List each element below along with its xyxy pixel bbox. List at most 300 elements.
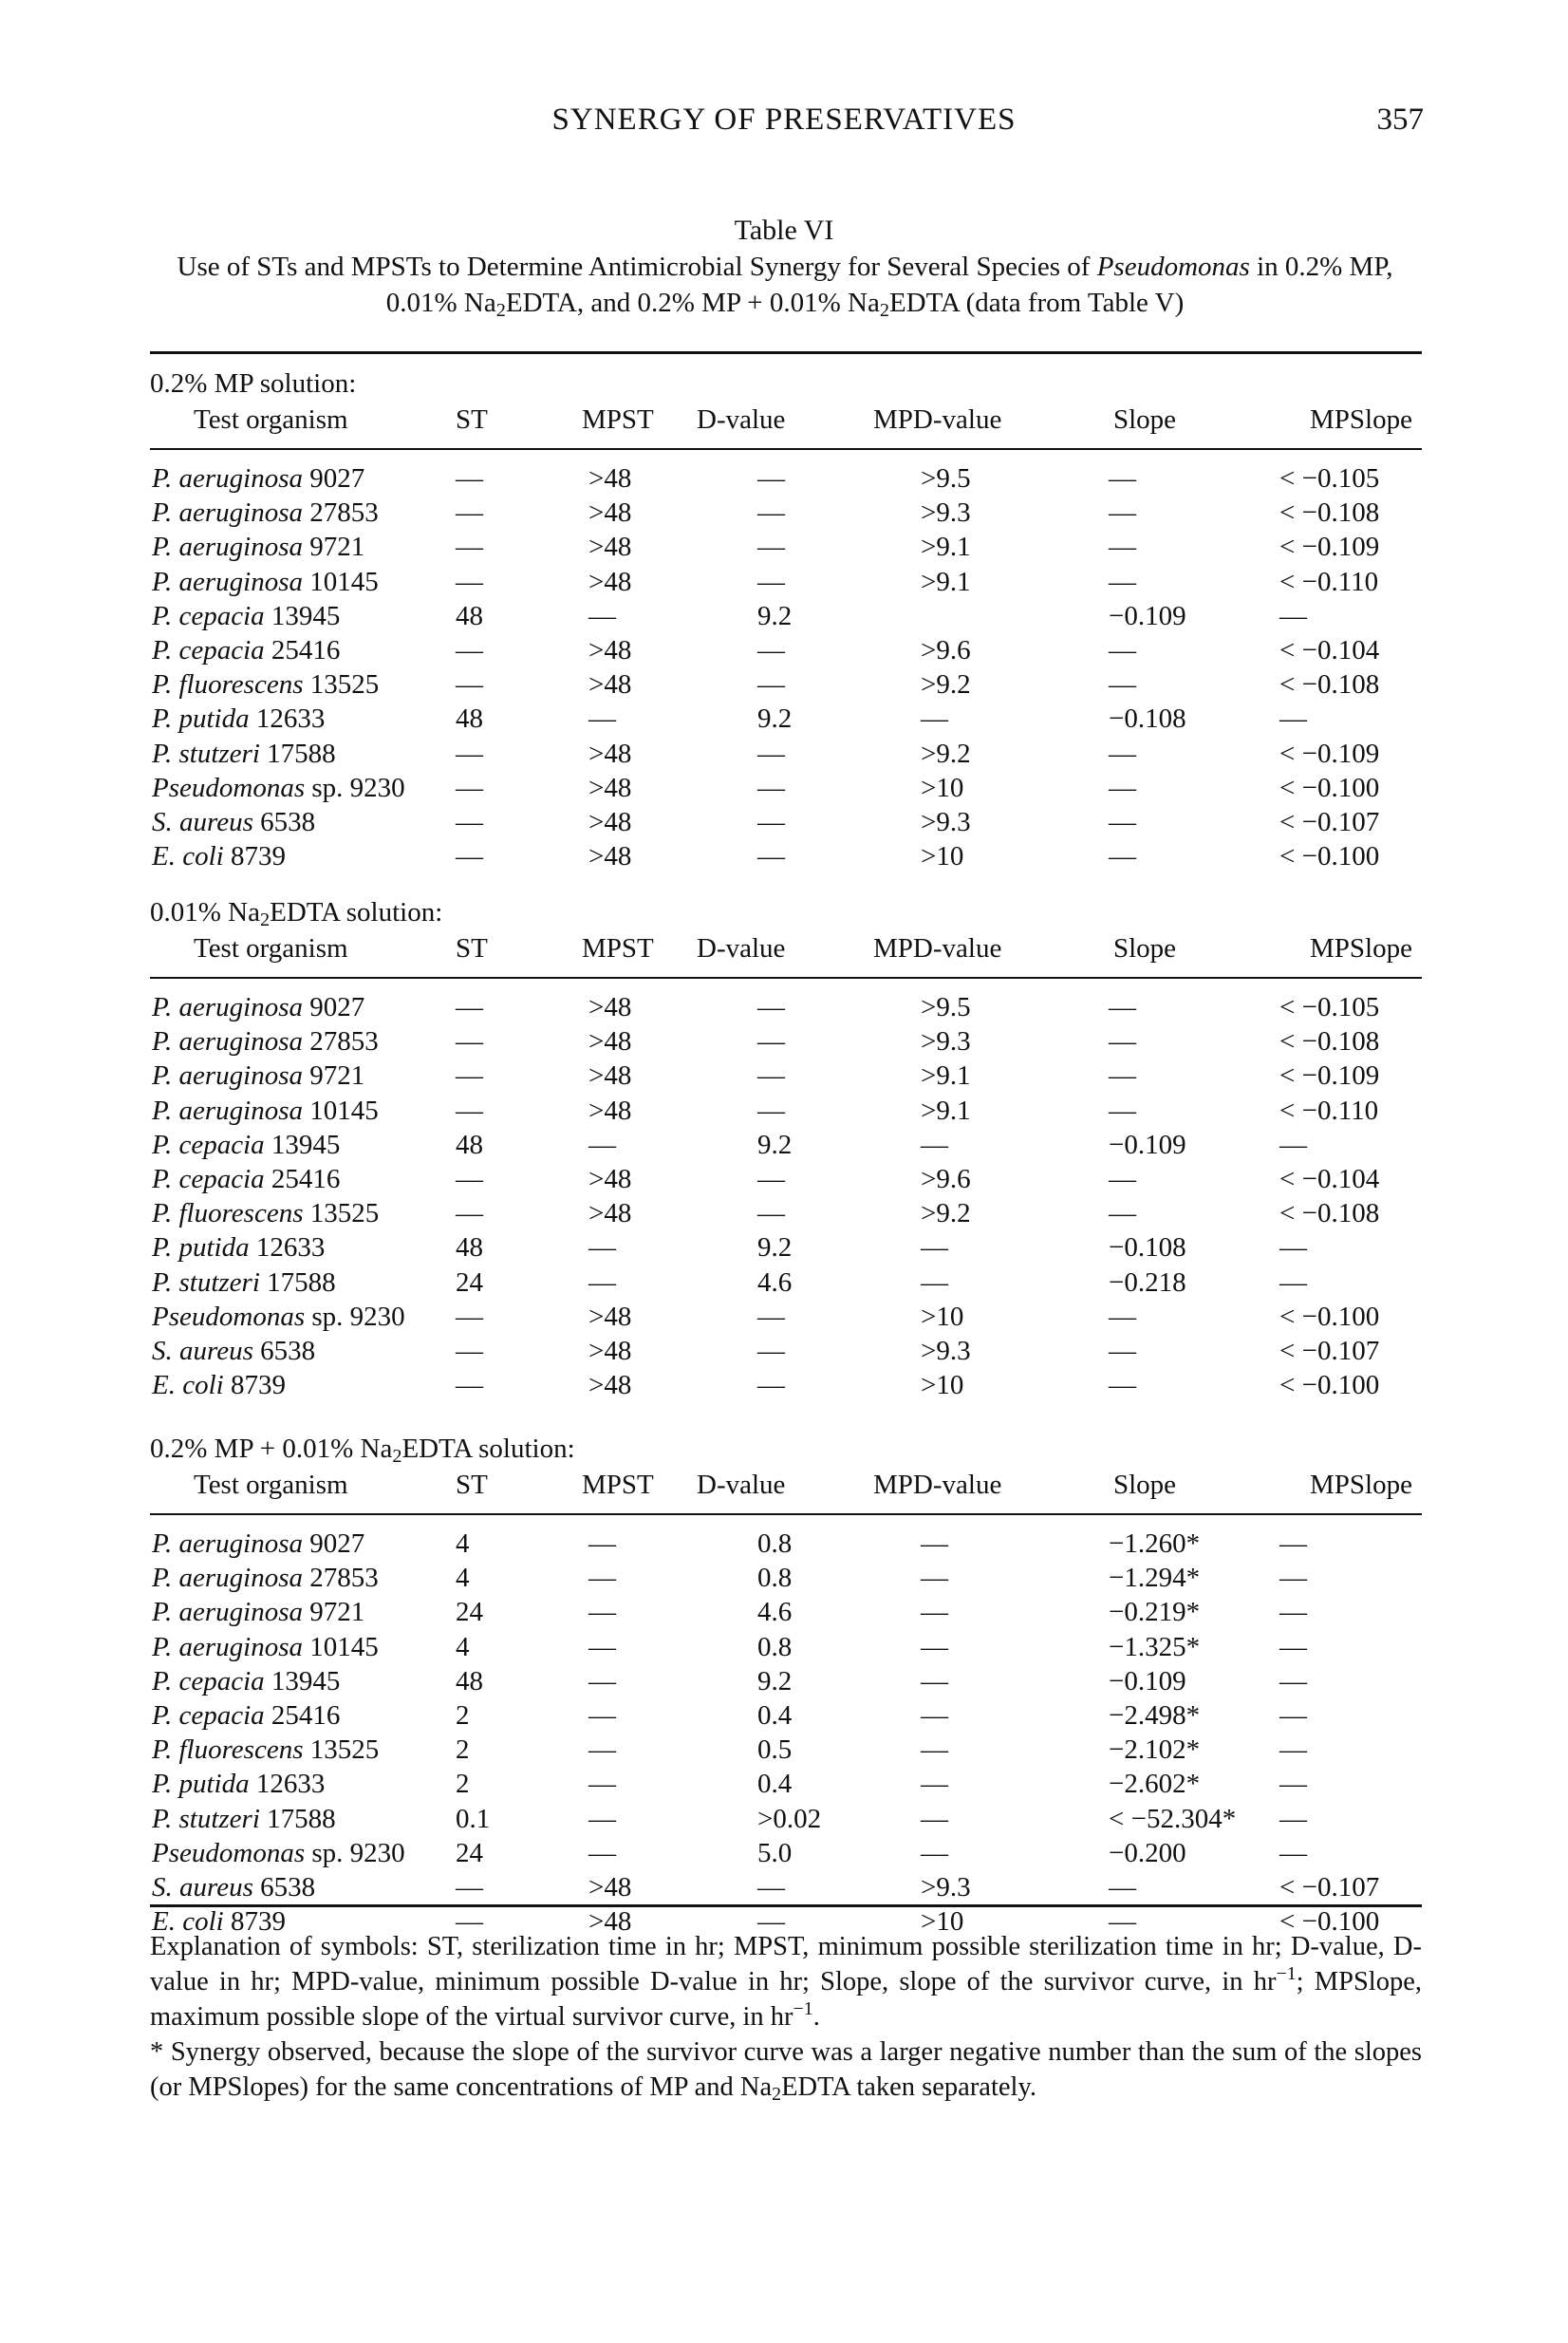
cell-mpd-value: >9.3	[921, 497, 971, 529]
table-row	[150, 1734, 1422, 1769]
table-row	[150, 1563, 1422, 1597]
cell-organism: P. cepacia 25416	[152, 1699, 341, 1731]
cell-mpst: —	[588, 1129, 616, 1160]
cell-slope: −0.108	[1109, 1232, 1186, 1264]
cell-mpst: —	[588, 1528, 616, 1559]
cell-mpd-value: >9.1	[921, 1095, 971, 1126]
cell-mpslope: < −0.110	[1279, 1095, 1379, 1126]
cell-organism: P. stutzeri 17588	[152, 1803, 336, 1834]
cell-mpst: >48	[588, 992, 632, 1022]
cell-st: 4	[456, 1631, 470, 1662]
cell-d-value: —	[757, 772, 785, 803]
cell-st: —	[456, 1026, 483, 1058]
cell-mpst: >48	[588, 1906, 632, 1938]
cell-st: 24	[456, 1597, 483, 1628]
cell-slope: —	[1109, 1871, 1136, 1903]
cell-organism: P. putida 12633	[152, 703, 326, 735]
cell-slope: —	[1109, 738, 1136, 769]
table-row	[150, 1528, 1422, 1563]
cell-organism: P. aeruginosa 9027	[152, 1528, 365, 1559]
cell-mpslope: < −0.109	[1279, 1060, 1380, 1092]
cell-mpst: >48	[588, 669, 632, 701]
cell-slope: —	[1109, 1095, 1136, 1126]
cell-d-value: —	[757, 1871, 785, 1903]
table-rows	[150, 1528, 1422, 1940]
header-rule	[150, 1513, 1422, 1515]
cell-mpst: >48	[588, 463, 632, 494]
cell-mpd-value: >9.1	[921, 532, 971, 563]
cell-mpslope: —	[1279, 703, 1307, 735]
cell-st: 24	[456, 1837, 483, 1868]
cell-d-value: 9.2	[757, 1232, 793, 1264]
cell-mpd-value: >9.1	[921, 566, 971, 597]
table-row	[150, 1130, 1422, 1164]
cell-mpst: >48	[588, 566, 632, 597]
cell-mpst: >48	[588, 1163, 632, 1194]
cell-slope: −1.260*	[1109, 1528, 1201, 1559]
cell-st: 48	[456, 1665, 483, 1696]
cell-slope: —	[1109, 1026, 1136, 1058]
cell-d-value: —	[757, 1198, 785, 1229]
cell-st: —	[456, 1906, 483, 1938]
cell-organism: P. cepacia 13945	[152, 1129, 341, 1160]
cell-mpd-value: —	[921, 1734, 948, 1766]
cell-st: 48	[456, 600, 483, 631]
cell-st: —	[456, 841, 483, 872]
cell-mpslope: < −0.108	[1279, 497, 1380, 529]
cell-mpd-value: >10	[921, 1301, 964, 1332]
cell-mpslope: < −0.105	[1279, 992, 1380, 1022]
cell-mpst: —	[588, 1803, 616, 1834]
cell-d-value: 0.4	[757, 1769, 793, 1800]
cell-mpst: —	[588, 1734, 616, 1766]
cell-st: —	[456, 738, 483, 769]
table-caption: Use of STs and MPSTs to Determine Antimicrobial Synergy for Several Species of Pseudomonas in 0.2% MP, 0.01% $Na_2EDTA$, and 0.2% MP + 0.01% $Na_2EDTA$ (data from Table V)	[177, 252, 1393, 322]
cell-d-value: —	[757, 463, 785, 494]
table-row	[150, 1060, 1422, 1095]
cell-mpslope: —	[1279, 1129, 1307, 1160]
cell-slope: —	[1109, 1301, 1136, 1332]
table-row	[150, 1164, 1422, 1198]
cell-slope: —	[1109, 566, 1136, 597]
cell-organism: P. fluorescens 13525	[152, 669, 380, 701]
column-header-row	[150, 1470, 1422, 1506]
cell-st: —	[456, 634, 483, 665]
cell-mpst: —	[588, 1699, 616, 1731]
cell-mpslope: < −0.100	[1279, 1906, 1380, 1938]
cell-st: 48	[456, 1129, 483, 1160]
column-header-st: ST	[456, 933, 488, 964]
column-header-organism: Test organism	[194, 933, 348, 964]
cell-mpst: —	[588, 1631, 616, 1662]
cell-slope: −0.219*	[1109, 1597, 1201, 1628]
cell-mpst: >48	[588, 1871, 632, 1903]
cell-d-value: —	[757, 497, 785, 529]
cell-organism: P. putida 12633	[152, 1232, 326, 1264]
column-header-slope: Slope	[1113, 1470, 1177, 1500]
cell-organism: P. aeruginosa 9721	[152, 532, 365, 563]
cell-st: —	[456, 1871, 483, 1903]
cell-mpslope: —	[1279, 1699, 1307, 1731]
cell-organism: P. aeruginosa 9721	[152, 1597, 365, 1628]
cell-slope: −0.109	[1109, 1665, 1186, 1696]
cell-mpst: —	[588, 1597, 616, 1628]
cell-mpst: >48	[588, 1370, 632, 1401]
column-header-mpd-value: MPD-value	[873, 933, 1002, 964]
column-header-mpst: MPST	[582, 933, 654, 964]
cell-mpst: —	[588, 703, 616, 735]
cell-mpst: >48	[588, 1301, 632, 1332]
cell-d-value: —	[757, 738, 785, 769]
column-header-mpst: MPST	[582, 1470, 654, 1500]
cell-mpslope: < −0.107	[1279, 806, 1380, 837]
cell-organism: S. aureus 6538	[152, 806, 316, 837]
cell-st: 2	[456, 1699, 470, 1731]
cell-st: —	[456, 1095, 483, 1126]
cell-organism: P. cepacia 25416	[152, 634, 341, 665]
cell-mpslope: —	[1279, 1803, 1307, 1834]
table-row	[150, 1370, 1422, 1404]
table-row	[150, 1666, 1422, 1700]
table-row	[150, 1232, 1422, 1266]
cell-organism: P. aeruginosa 27853	[152, 1026, 379, 1058]
cell-mpd-value: —	[921, 1803, 948, 1834]
cell-organism: E. coli 8739	[152, 1906, 286, 1938]
cell-mpslope: < −0.108	[1279, 1026, 1380, 1058]
cell-slope: −1.294*	[1109, 1563, 1201, 1594]
cell-d-value: 9.2	[757, 1129, 793, 1160]
footnote-explanation: Explanation of symbols: ST, sterilization time in hr; MPST, minimum possible sterilization time in hr; D-value, D-value in hr; MPD-value, minimum possible D-value in hr; Slope, slope of the survivor curve, in $hr^{-1}$; MPSlope, maximum possible slope of the virtual survivor curve, in $hr^{-1}$.	[150, 1932, 1423, 2032]
cell-organism: P. aeruginosa 9027	[152, 992, 365, 1022]
column-header-mpslope: MPSlope	[1310, 1470, 1412, 1500]
cell-st: —	[456, 992, 483, 1022]
cell-mpst: —	[588, 1266, 616, 1298]
cell-d-value: 0.8	[757, 1563, 793, 1594]
cell-slope: —	[1109, 1370, 1136, 1401]
cell-mpslope: —	[1279, 1563, 1307, 1594]
cell-d-value: —	[757, 532, 785, 563]
cell-slope: < −52.304*	[1109, 1803, 1237, 1834]
cell-slope: −2.602*	[1109, 1769, 1201, 1800]
cell-mpd-value: >10	[921, 772, 964, 803]
cell-mpd-value: —	[921, 1769, 948, 1800]
cell-mpd-value: —	[921, 1837, 948, 1868]
cell-mpslope: < −0.109	[1279, 532, 1380, 563]
cell-mpst: >48	[588, 1095, 632, 1126]
cell-mpslope: < −0.108	[1279, 669, 1380, 701]
cell-mpd-value: >9.5	[921, 992, 971, 1022]
cell-mpslope: < −0.100	[1279, 1370, 1380, 1401]
table-row	[150, 1769, 1422, 1803]
cell-mpd-value: >9.3	[921, 1871, 971, 1903]
cell-slope: −0.218	[1109, 1266, 1186, 1298]
cell-st: 2	[456, 1769, 470, 1800]
cell-organism: Pseudomonas sp. 9230	[152, 772, 405, 803]
cell-mpst: >48	[588, 1026, 632, 1058]
cell-mpslope: < −0.110	[1279, 566, 1379, 597]
cell-slope: −0.200	[1109, 1837, 1186, 1868]
cell-organism: Pseudomonas sp. 9230	[152, 1301, 405, 1332]
cell-slope: −2.102*	[1109, 1734, 1201, 1766]
cell-organism: P. aeruginosa 10145	[152, 566, 379, 597]
cell-mpd-value: >9.3	[921, 806, 971, 837]
table-row	[150, 1336, 1422, 1370]
cell-st: —	[456, 1198, 483, 1229]
cell-d-value: 0.8	[757, 1631, 793, 1662]
column-header-slope: Slope	[1113, 404, 1177, 435]
header-rule	[150, 977, 1422, 979]
cell-d-value: —	[757, 806, 785, 837]
cell-mpd-value: —	[921, 703, 948, 735]
cell-organism: P. cepacia 25416	[152, 1163, 341, 1194]
column-header-row	[150, 933, 1422, 969]
cell-mpd-value: >9.2	[921, 669, 971, 701]
table-row	[150, 635, 1422, 669]
cell-d-value: —	[757, 1906, 785, 1938]
cell-d-value: 4.6	[757, 1266, 793, 1298]
cell-d-value: —	[757, 1335, 785, 1366]
cell-organism: P. aeruginosa 27853	[152, 1563, 379, 1594]
cell-mpst: —	[588, 1769, 616, 1800]
table-row	[150, 992, 1422, 1026]
cell-d-value: —	[757, 841, 785, 872]
table-top-rule	[150, 351, 1422, 354]
cell-st: —	[456, 497, 483, 529]
table-row	[150, 497, 1422, 532]
cell-mpd-value: >9.3	[921, 1335, 971, 1366]
cell-slope: —	[1109, 841, 1136, 872]
cell-slope: −0.109	[1109, 600, 1186, 631]
cell-mpd-value: >9.5	[921, 463, 971, 494]
cell-st: 48	[456, 703, 483, 735]
column-header-st: ST	[456, 404, 488, 435]
cell-mpslope: —	[1279, 1232, 1307, 1264]
cell-mpst: >48	[588, 841, 632, 872]
table-row	[150, 841, 1422, 875]
section-label: 0.01% $Na_2EDTA$ solution:	[150, 897, 443, 931]
column-header-row	[150, 404, 1422, 440]
cell-d-value: >0.02	[757, 1803, 822, 1834]
table-row	[150, 1872, 1422, 1906]
cell-st: —	[456, 532, 483, 563]
cell-d-value: 5.0	[757, 1837, 793, 1868]
cell-mpslope: < −0.104	[1279, 634, 1380, 665]
cell-st: —	[456, 1060, 483, 1092]
cell-organism: P. aeruginosa 9027	[152, 463, 365, 494]
cell-organism: S. aureus 6538	[152, 1335, 316, 1366]
column-header-mpst: MPST	[582, 404, 654, 435]
cell-mpslope: —	[1279, 1597, 1307, 1628]
cell-mpslope: < −0.100	[1279, 772, 1380, 803]
cell-st: —	[456, 669, 483, 701]
cell-organism: S. aureus 6538	[152, 1871, 316, 1903]
cell-st: 4	[456, 1563, 470, 1594]
table-row	[150, 1804, 1422, 1838]
cell-mpslope: —	[1279, 1837, 1307, 1868]
cell-mpst: —	[588, 1563, 616, 1594]
cell-st: —	[456, 1335, 483, 1366]
cell-d-value: 0.5	[757, 1734, 793, 1766]
table-row	[150, 739, 1422, 773]
table-bottom-rule	[150, 1904, 1422, 1907]
cell-st: 0.1	[456, 1803, 491, 1834]
running-head	[0, 103, 1568, 144]
cell-d-value: —	[757, 1370, 785, 1401]
cell-mpslope: —	[1279, 1266, 1307, 1298]
cell-mpd-value: >10	[921, 841, 964, 872]
cell-slope: —	[1109, 497, 1136, 529]
cell-mpst: —	[588, 1232, 616, 1264]
cell-mpslope: < −0.107	[1279, 1871, 1380, 1903]
cell-organism: P. stutzeri 17588	[152, 1266, 336, 1298]
section-label: 0.2% MP + 0.01% $Na_2EDTA$ solution:	[150, 1434, 575, 1468]
cell-slope: —	[1109, 1060, 1136, 1092]
cell-organism: E. coli 8739	[152, 1370, 286, 1401]
cell-mpslope: —	[1279, 600, 1307, 631]
column-header-organism: Test organism	[194, 1470, 348, 1500]
table-row	[150, 1198, 1422, 1232]
column-header-st: ST	[456, 1470, 488, 1500]
cell-mpst: >48	[588, 1198, 632, 1229]
cell-mpd-value: —	[921, 1266, 948, 1298]
cell-slope: −0.109	[1109, 1129, 1186, 1160]
cell-organism: P. stutzeri 17588	[152, 738, 336, 769]
cell-mpst: >48	[588, 532, 632, 563]
table-row	[150, 1838, 1422, 1872]
column-header-mpd-value: MPD-value	[873, 1470, 1002, 1500]
cell-st: 2	[456, 1734, 470, 1766]
cell-mpst: >48	[588, 1335, 632, 1366]
table-row	[150, 1302, 1422, 1336]
cell-mpd-value: >10	[921, 1370, 964, 1401]
cell-slope: −2.498*	[1109, 1699, 1201, 1731]
cell-organism: P. aeruginosa 27853	[152, 497, 379, 529]
cell-mpslope: < −0.109	[1279, 738, 1380, 769]
table-row	[150, 773, 1422, 807]
cell-st: —	[456, 806, 483, 837]
table-row	[150, 601, 1422, 635]
cell-mpst: >48	[588, 806, 632, 837]
cell-organism: P. cepacia 13945	[152, 1665, 341, 1696]
cell-mpslope: —	[1279, 1734, 1307, 1766]
cell-d-value: 9.2	[757, 600, 793, 631]
cell-mpd-value: —	[921, 1631, 948, 1662]
cell-slope: —	[1109, 772, 1136, 803]
cell-mpd-value: >9.6	[921, 634, 971, 665]
cell-d-value: —	[757, 1095, 785, 1126]
cell-mpd-value: >9.1	[921, 1060, 971, 1092]
cell-slope: —	[1109, 463, 1136, 494]
cell-mpslope: —	[1279, 1769, 1307, 1800]
cell-slope: —	[1109, 634, 1136, 665]
cell-mpd-value: —	[921, 1699, 948, 1731]
cell-mpst: —	[588, 600, 616, 631]
cell-organism: P. aeruginosa 9721	[152, 1060, 365, 1092]
cell-slope: −0.108	[1109, 703, 1186, 735]
cell-slope: —	[1109, 1906, 1136, 1938]
cell-st: 48	[456, 1232, 483, 1264]
cell-d-value: —	[757, 1060, 785, 1092]
cell-mpslope: —	[1279, 1528, 1307, 1559]
cell-st: —	[456, 1370, 483, 1401]
table-row	[150, 703, 1422, 738]
cell-st: —	[456, 772, 483, 803]
cell-slope: —	[1109, 1335, 1136, 1366]
table-title: Table VI	[734, 215, 834, 246]
cell-slope: —	[1109, 532, 1136, 563]
table-row	[150, 1026, 1422, 1060]
page-number: 357	[1376, 103, 1424, 137]
table-rows	[150, 463, 1422, 875]
column-header-d-value: D-value	[697, 1470, 786, 1500]
table-rows	[150, 992, 1422, 1404]
cell-mpslope: —	[1279, 1631, 1307, 1662]
cell-d-value: —	[757, 1026, 785, 1058]
table-row	[150, 807, 1422, 841]
table-row	[150, 1632, 1422, 1666]
cell-mpd-value: —	[921, 1597, 948, 1628]
cell-mpslope: < −0.104	[1279, 1163, 1380, 1194]
cell-st: 4	[456, 1528, 470, 1559]
cell-mpst: >48	[588, 634, 632, 665]
cell-slope: —	[1109, 806, 1136, 837]
cell-mpslope: < −0.108	[1279, 1198, 1380, 1229]
column-header-mpslope: MPSlope	[1310, 933, 1412, 964]
column-header-slope: Slope	[1113, 933, 1177, 964]
cell-d-value: 0.8	[757, 1528, 793, 1559]
cell-mpslope: —	[1279, 1665, 1307, 1696]
footnote-synergy: * Synergy observed, because the slope of the survivor curve was a larger negative number than the sum of the slopes (or MPSlopes) for the same concentrations of MP and $Na_2EDTA$ taken separately.	[150, 2037, 1422, 2105]
cell-st: 24	[456, 1266, 483, 1298]
cell-organism: P. aeruginosa 10145	[152, 1095, 379, 1126]
cell-slope: −1.325*	[1109, 1631, 1201, 1662]
cell-mpd-value: >9.2	[921, 738, 971, 769]
cell-d-value: —	[757, 1163, 785, 1194]
column-header-d-value: D-value	[697, 933, 786, 964]
header-rule	[150, 448, 1422, 450]
cell-mpslope: < −0.100	[1279, 1301, 1380, 1332]
cell-st: —	[456, 1163, 483, 1194]
cell-organism: P. fluorescens 13525	[152, 1198, 380, 1229]
table-row	[150, 1096, 1422, 1130]
running-title: SYNERGY OF PRESERVATIVES	[551, 103, 1017, 137]
cell-mpd-value: >10	[921, 1906, 964, 1938]
table-row	[150, 1700, 1422, 1734]
table-row	[150, 463, 1422, 497]
cell-mpslope: < −0.105	[1279, 463, 1380, 494]
cell-d-value: —	[757, 634, 785, 665]
cell-organism: P. putida 12633	[152, 1769, 326, 1800]
cell-mpd-value: —	[921, 1129, 948, 1160]
cell-mpd-value: —	[921, 1232, 948, 1264]
cell-mpst: >48	[588, 772, 632, 803]
column-header-organism: Test organism	[194, 404, 348, 435]
cell-organism: P. aeruginosa 10145	[152, 1631, 379, 1662]
cell-mpst: —	[588, 1837, 616, 1868]
cell-mpd-value: —	[921, 1563, 948, 1594]
cell-d-value: 4.6	[757, 1597, 793, 1628]
cell-organism: E. coli 8739	[152, 841, 286, 872]
cell-mpd-value: >9.2	[921, 1198, 971, 1229]
section-label: 0.2% MP solution:	[150, 368, 357, 399]
cell-mpd-value: —	[921, 1528, 948, 1559]
cell-d-value: —	[757, 669, 785, 701]
cell-mpslope: < −0.107	[1279, 1335, 1380, 1366]
cell-mpd-value: >9.6	[921, 1163, 971, 1194]
cell-mpd-value: —	[921, 1665, 948, 1696]
cell-organism: Pseudomonas sp. 9230	[152, 1837, 405, 1868]
cell-mpd-value: >9.3	[921, 1026, 971, 1058]
